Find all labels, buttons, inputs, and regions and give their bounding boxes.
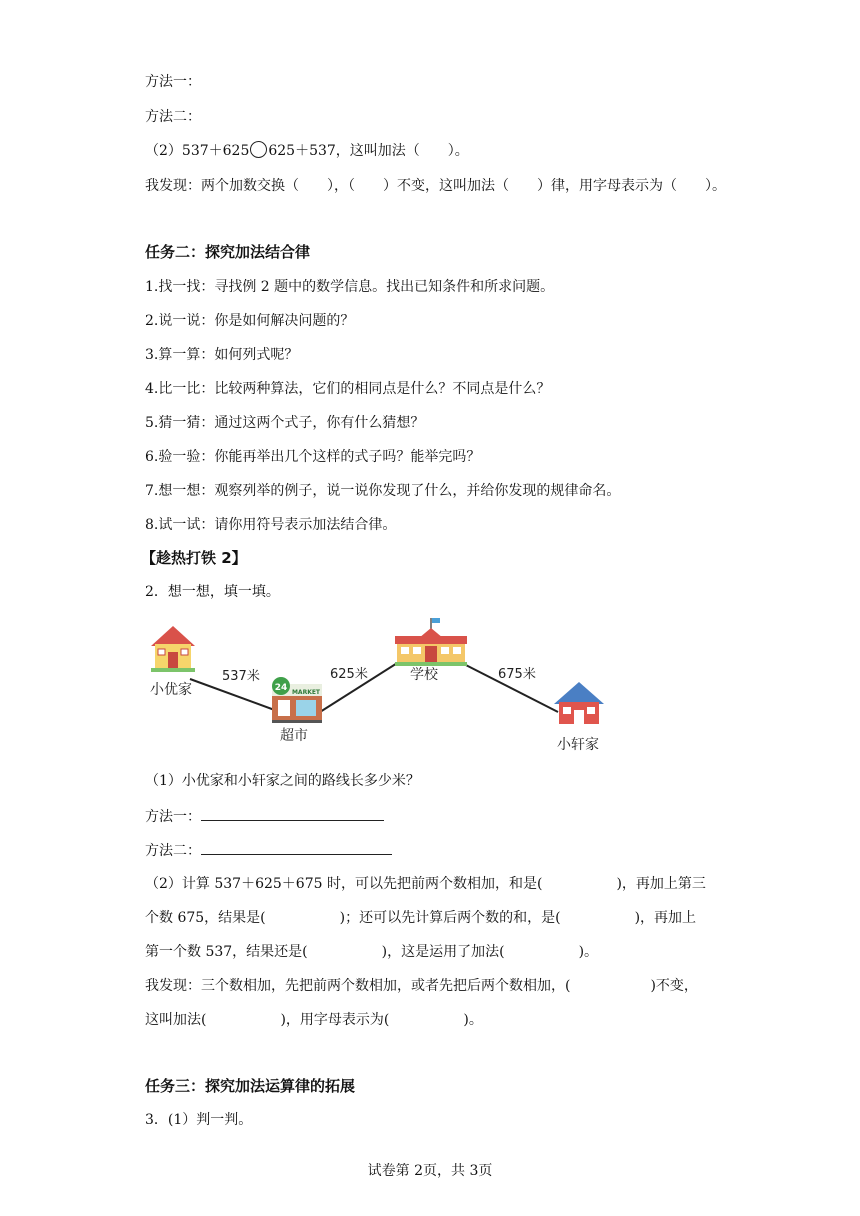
distance-label: 537米 xyxy=(222,669,260,684)
place-label: 超市 xyxy=(280,728,308,744)
text-segment: )。 xyxy=(578,944,599,960)
part-1-method-one xyxy=(145,806,384,827)
task2-item: 3.算一算：如何列式呢？ xyxy=(145,347,299,363)
school-icon xyxy=(395,618,467,666)
text-segment: )不变， xyxy=(650,978,698,994)
part-2-line-3 xyxy=(145,942,598,962)
text-segment: )；还可以先计算后两个数的和，是( xyxy=(339,910,561,926)
distance-label: 675米 xyxy=(498,667,536,682)
text-segment: 个数 675，结果是( xyxy=(145,910,266,926)
compare-circle[interactable] xyxy=(250,141,267,158)
task2-item: 2.说一说：你是如何解决问题的？ xyxy=(145,313,355,329)
task3-question: 3．(1）判一判。 xyxy=(145,1112,253,1128)
task2-item: 5.猜一猜：通过这两个式子，你有什么猜想？ xyxy=(145,415,425,431)
question-2-commutative xyxy=(145,141,469,161)
market-icon xyxy=(272,677,322,723)
answer-blank[interactable] xyxy=(201,840,392,855)
answer-blank[interactable] xyxy=(201,806,384,821)
task2-item: 4.比一比：比较两种算法，它们的相同点是什么？不同点是什么？ xyxy=(145,381,551,397)
place-label: 学校 xyxy=(410,667,438,683)
question-2-right: 625＋537，这叫加法（ ）。 xyxy=(268,143,469,159)
text-segment: )，再加上 xyxy=(634,910,697,926)
task2-title: 任务二：探究加法结合律 xyxy=(145,243,311,261)
store-24-label: 24 xyxy=(274,683,288,693)
task2-item: 6.验一验：你能再举出几个这样的式子吗？能举完吗？ xyxy=(145,449,481,465)
part-2-line-1 xyxy=(145,874,706,894)
question-2-left: （2）537＋625 xyxy=(145,143,250,159)
method-one-label: 方法一： xyxy=(145,74,201,90)
distance-label: 625米 xyxy=(330,667,368,682)
method-two-label: 方法二： xyxy=(145,109,201,125)
text-segment: 我发现：三个数相加，先把前两个数相加，或者先把后两个数相加，( xyxy=(145,978,571,994)
practice-question: 2．想一想，填一填。 xyxy=(145,584,280,600)
text-segment: （2）计算 537＋625＋675 时，可以先把前两个数相加，和是( xyxy=(145,876,543,892)
text-segment: )，这是运用了加法( xyxy=(381,944,505,960)
home-icon xyxy=(151,626,195,672)
text-segment: 第一个数 537，结果还是( xyxy=(145,944,308,960)
place-label: 小轩家 xyxy=(557,737,599,753)
task3-title: 任务三：探究加法运算律的拓展 xyxy=(145,1077,356,1095)
method-two-label: 方法二： xyxy=(145,843,201,859)
part-1-question: （1）小优家和小轩家之间的路线长多少米？ xyxy=(145,773,420,789)
route-map xyxy=(140,612,620,757)
text-segment: )，用字母表示为( xyxy=(280,1012,390,1028)
text-segment: )，再加上第三 xyxy=(616,876,706,892)
method-one-label: 方法一： xyxy=(145,809,201,825)
discovery-associative-2 xyxy=(145,1010,483,1030)
text-segment: 这叫加法( xyxy=(145,1012,207,1028)
store-sign-label: MARKET xyxy=(291,689,321,696)
text-segment: )。 xyxy=(463,1012,483,1028)
home-icon xyxy=(554,682,604,724)
part-2-line-2 xyxy=(145,908,696,928)
place-label: 小优家 xyxy=(150,682,192,698)
discovery-associative xyxy=(145,976,698,996)
task2-item: 7.想一想：观察列举的例子，说一说你发现了什么，并给你发现的规律命名。 xyxy=(145,483,621,499)
part-1-method-two xyxy=(145,840,392,861)
task2-item: 8.试一试：请你用符号表示加法结合律。 xyxy=(145,517,397,533)
task2-item: 1.找一找：寻找例 2 题中的数学信息。找出已知条件和所求问题。 xyxy=(145,279,555,295)
practice-title: 【趁热打铁 2】 xyxy=(141,549,247,567)
discovery-commutative: 我发现：两个加数交换（ ），（ ）不变，这叫加法（ ）律，用字母表示为（ ）。 xyxy=(145,178,726,194)
page-footer: 试卷第 2页，共 3页 xyxy=(367,1163,493,1179)
